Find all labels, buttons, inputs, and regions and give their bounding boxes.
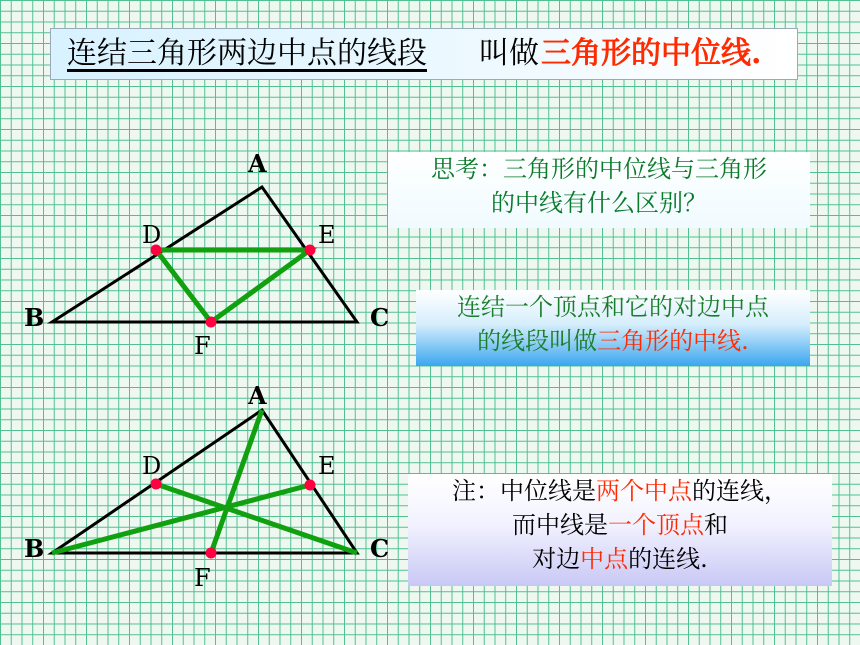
- note-l3-c: 的连线.: [628, 545, 708, 573]
- note-l3-a: 对边: [532, 545, 581, 573]
- figure-midline: [24, 149, 389, 360]
- label-e-1: E: [318, 221, 336, 249]
- think-question-box: [388, 152, 810, 228]
- figure-medians: [24, 381, 389, 592]
- note-l2-a: 而中线是: [512, 511, 608, 539]
- label-b-1: B: [24, 303, 45, 332]
- title-definition-text: 连结三角形两边中点的线段: [67, 36, 427, 71]
- title-term-text: 三角形的中位线.: [541, 36, 762, 71]
- definition-line-2: [416, 324, 810, 358]
- point-d-2: [151, 479, 162, 490]
- label-d-2: D: [142, 452, 162, 480]
- point-e-2: [305, 480, 316, 491]
- definition-line-2-text: 的线段叫做: [477, 327, 598, 355]
- note-line-2: [408, 508, 832, 542]
- note-l3-b: 中点: [580, 545, 629, 573]
- note-line-1: [408, 474, 832, 508]
- label-d-1: D: [142, 221, 162, 249]
- label-e-2: E: [318, 452, 336, 480]
- point-f-1: [206, 317, 217, 328]
- label-a-2: A: [248, 381, 267, 410]
- label-f-1: F: [194, 332, 211, 360]
- note-l2-b: 一个顶点: [608, 511, 704, 539]
- note-l2-c: 和: [704, 511, 728, 539]
- median-definition-box: [416, 290, 810, 366]
- point-f-2: [206, 548, 217, 559]
- think-line-1: 思考：三角形的中位线与三角形: [431, 155, 767, 183]
- label-b-2: B: [24, 534, 45, 563]
- note-l1-b: 两个中点: [596, 477, 692, 505]
- definition-line-1: 连结一个顶点和它的对边中点: [457, 293, 769, 321]
- point-e-1: [305, 245, 316, 256]
- label-a-1: A: [248, 149, 267, 178]
- note-l1-c: 的连线，: [692, 477, 788, 505]
- note-line-3: [408, 542, 832, 576]
- definition-term: 三角形的中线.: [597, 327, 749, 355]
- median-a: [211, 410, 262, 553]
- label-f-2: F: [194, 564, 211, 592]
- note-l1-a: 注：中位线是: [452, 477, 596, 505]
- title-called-text: 叫做: [479, 36, 539, 71]
- think-line-2: 的中线有什么区别？: [491, 189, 707, 217]
- label-c-1: C: [370, 303, 390, 332]
- midline-triangle-def: [156, 250, 310, 322]
- label-c-2: C: [370, 534, 390, 563]
- note-box: [408, 474, 832, 586]
